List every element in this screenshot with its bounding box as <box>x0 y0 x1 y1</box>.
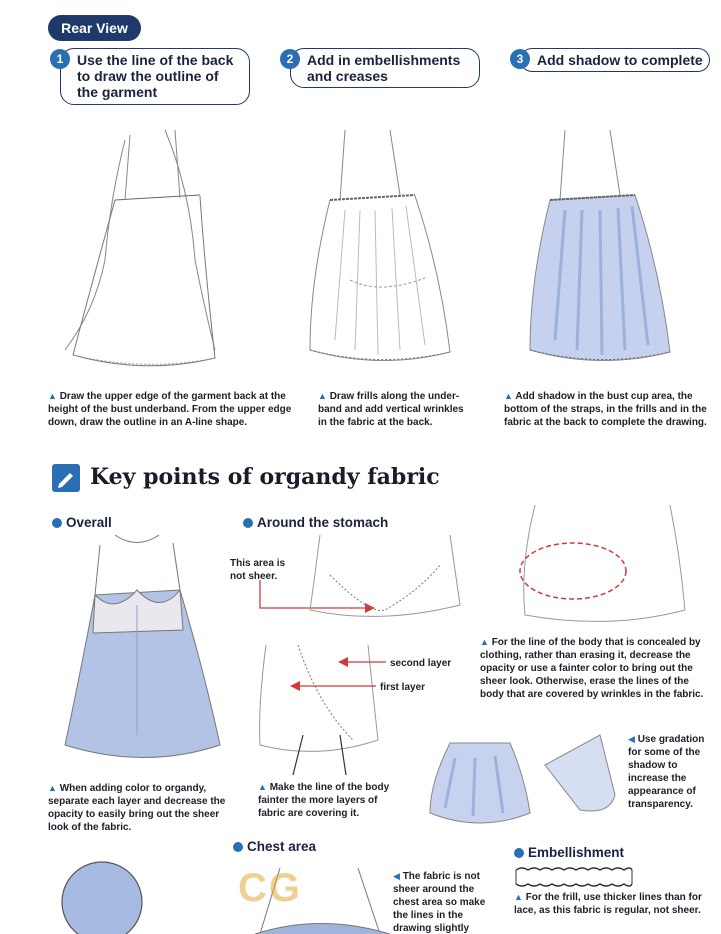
overall-note: ▲ When adding color to organdy, separate each layer and decrease the opacity to easily bring out the sheer look of the fabric. <box>48 783 226 833</box>
frill-note-text: For the frill, use thicker lines than for lace, as this fabric is regular, not sheer. <box>514 892 702 916</box>
chest-heading <box>233 839 316 854</box>
embellishment-heading-text: Embellishment <box>528 845 625 860</box>
pencil-icon <box>52 464 80 492</box>
stomach-heading-text: Around the stomach <box>257 515 389 530</box>
second-layer-label: second layer <box>390 658 452 669</box>
frill-note: ▲ For the frill, use thicker lines than for lace, as this fabric is regular, not sheer. <box>514 892 702 916</box>
gradation-note: ◀ Use gradation for some of the shadow to increase the appearance of transparency. <box>628 734 705 810</box>
overall-illustration <box>55 535 225 775</box>
stomach-heading <box>243 515 388 530</box>
not-sheer-label: This area is not sheer. <box>230 558 286 582</box>
bullet-icon <box>52 518 62 528</box>
stomach-illustration-1 <box>310 535 465 620</box>
bullet-icon <box>514 848 524 858</box>
bullet-icon <box>233 842 243 852</box>
red-arrow-2 <box>336 656 386 668</box>
step-1-caption-text: Draw the upper edge of the garment back at the height of the bust underband. From the upper edge down, draw the outline in an A-line shape. <box>48 391 292 428</box>
step-2-caption-text: Draw frills along the under-band and add vertical wrinkles in the fabric at the back. <box>318 391 464 428</box>
step-1-illustration <box>55 100 235 380</box>
gradation-illustration-1 <box>425 738 535 833</box>
section-title: Key points of organdy fabric <box>90 464 440 490</box>
step-1-number: 1 <box>50 49 70 69</box>
step-3-illustration <box>520 100 700 380</box>
overall-note-text: When adding color to organdy, separate each layer and decrease the opacity to easily bring out the sheer look of the fabric. <box>48 783 226 833</box>
overall-heading-text: Overall <box>66 515 112 530</box>
red-arrow-3 <box>288 680 378 692</box>
frill-sample <box>514 866 634 888</box>
overall-heading <box>52 515 112 530</box>
step-1-text: Use the line of the back to draw the outline of the garment <box>77 52 234 100</box>
embellishment-heading <box>514 845 624 860</box>
chest-note-text: The fabric is not sheer around the chest area so make the lines in the drawing slightly <box>393 871 486 934</box>
concealed-note: ▲ For the line of the body that is concealed by clothing, rather than erasing it, decrease the opacity or use a fainter color to bring out the sheer look. Otherwise, erase the lines of the body that are covered by wrinkles in the fabric. <box>480 637 704 700</box>
bullet-icon <box>243 518 253 528</box>
first-layer-label: first layer <box>380 682 426 693</box>
step-2-caption: ▲ Draw frills along the under-band and add vertical wrinkles in the fabric at the back. <box>318 391 464 428</box>
fabric-swatch <box>60 860 145 934</box>
step-3-caption-text: Add shadow in the bust cup area, the bottom of the straps, in the frills and in the fabric at the back to complete the drawing. <box>504 391 707 428</box>
step-2-text: Add in embellishments and creases <box>307 52 461 84</box>
watermark: CG <box>238 866 302 910</box>
concealed-note-text: For the line of the body that is concealed by clothing, rather than erasing it, decrease the opacity or use a fainter color to bring out the sheer look. Otherwise, erase the lines of the body that are covered by wrinkles in the fabric. <box>480 637 704 700</box>
stomach-illustration-2 <box>520 505 690 625</box>
step-3-number: 3 <box>510 49 530 69</box>
chest-heading-text: Chest area <box>247 839 317 854</box>
step-3-caption: ▲ Add shadow in the bust cup area, the bottom of the straps, in the frills and in the fabric at the back to complete the drawing. <box>504 391 707 428</box>
step-2-illustration <box>300 100 480 380</box>
layers-note-text: Make the line of the body fainter the more layers of fabric are covering it. <box>258 782 390 819</box>
step-3-text: Add shadow to complete <box>537 52 703 68</box>
layers-note: ▲ Make the line of the body fainter the more layers of fabric are covering it. <box>258 782 390 819</box>
gradation-note-text: Use gradation for some of the shadow to increase the appearance of transparency. <box>628 734 705 810</box>
step-2-number: 2 <box>280 49 300 69</box>
chest-note: ◀ The fabric is not sheer around the chest area so make the lines in the drawing slightly <box>393 871 486 934</box>
gradation-illustration-2 <box>540 735 625 820</box>
rear-view-tag: Rear View <box>48 15 141 41</box>
step-1-caption: ▲ Draw the upper edge of the garment back at the height of the bust underband. From the upper edge down, draw the outline in an A-line shape. <box>48 391 292 428</box>
